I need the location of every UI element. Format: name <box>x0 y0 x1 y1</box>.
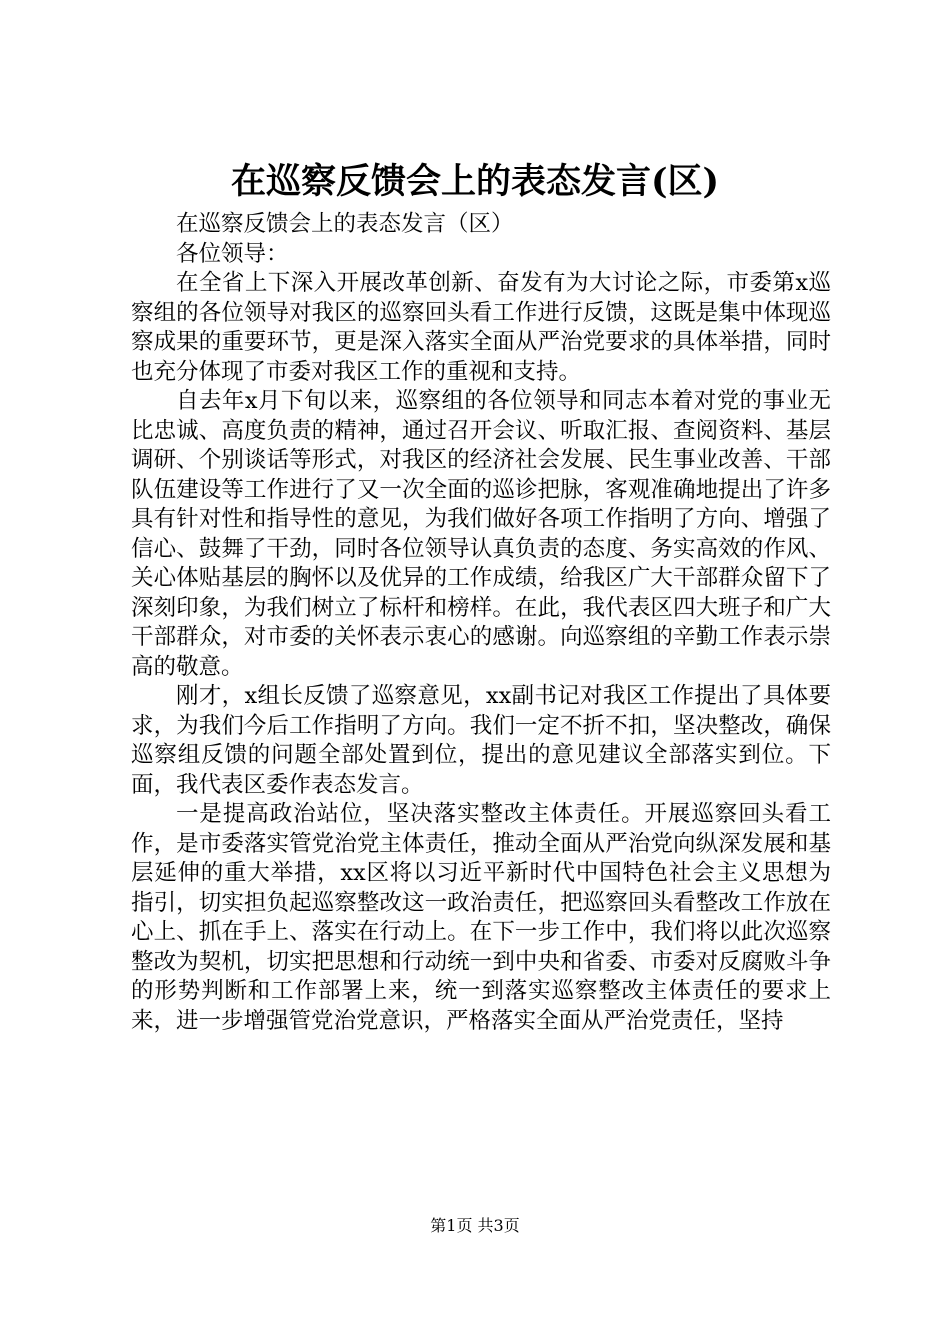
paragraph-salutation: 各位领导： <box>176 240 289 267</box>
document-title: 在巡察反馈会上的表态发言(区) <box>230 161 720 202</box>
paragraph-subtitle: 在巡察反馈会上的表态发言（区） <box>176 211 514 237</box>
paragraph-point-one: 一是提高政治站位，坚决落实整改主体责任。开展巡察回头看工作，是市委落实管党治党主体责任，推动全面从严治党向纵深发展和基层延伸的重大举措，xx区将以习近平新时代中国特色社会主义思想为指引，切实担负起巡察整改这一政治责任，把巡察回头看整改工作放在心上、抓在手上、落实在行动上。在下一步工作中，我们将以此次巡察整改为契机，切实把思想和行动统一到中央和省委、市委对反腐败斗争的形势判断和工作部署上来，统一到落实巡察整改主体责任的要求上来，进一步增强管党治党意识，严格落实全面从严治党责任，坚持 <box>131 801 831 1034</box>
paragraph-opening: 在全省上下深入开展改革创新、奋发有为大讨论之际，市委第x巡察组的各位领导对我区的巡察回头看工作进行反馈，这既是集中体现巡察成果的重要环节，更是深入落实全面从严治党要求的具体举措，同时也充分体现了市委对我区工作的重视和支持。 <box>131 270 831 385</box>
paragraph-gratitude: 自去年x月下旬以来，巡察组的各位领导和同志本着对党的事业无比忠诚、高度负责的精神，通过召开会议、听取汇报、查阅资料、基层调研、个别谈话等形式，对我区的经济社会发展、民生事业改善、干部队伍建设等工作进行了又一次全面的巡诊把脉，客观准确地提出了许多具有针对性和指导性的意见，为我们做好各项工作指明了方向、增强了信心、鼓舞了干劲，同时各位领导认真负责的态度、务实高效的作风、关心体贴基层的胸怀以及优异的工作成绩，给我区广大干部群众留下了深刻印象，为我们树立了标杆和榜样。在此，我代表区四大班子和广大干部群众，对市委的关怀表示衷心的感谢。向巡察组的辛勤工作表示崇高的敬意。 <box>131 388 831 680</box>
document-body <box>131 210 831 1036</box>
paragraph-commitment: 刚才，x组长反馈了巡察意见，xx副书记对我区工作提出了具体要求，为我们今后工作指明了方向。我们一定不折不扣，坚决整改，确保巡察组反馈的问题全部处置到位，提出的意见建议全部落实到位。下面，我代表区委作表态发言。 <box>131 683 831 798</box>
page-footer: 第1页 共3页 <box>430 1216 520 1235</box>
